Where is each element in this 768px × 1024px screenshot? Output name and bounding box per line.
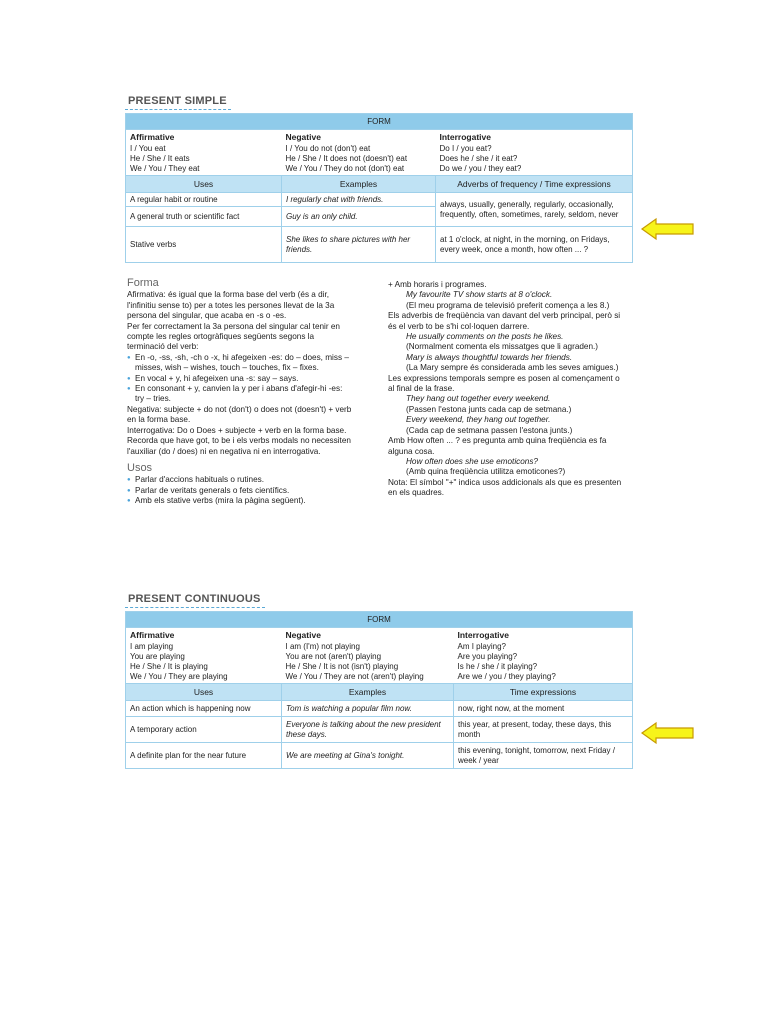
regles-text: Per fer correctament la 3a persona del singular cal tenir en compte les regles ortogràfiques següents segons la terminació del verb:: [127, 321, 340, 352]
adverbs-header: Adverbs of frequency / Time expressions: [436, 176, 633, 193]
usos-title: Usos: [127, 461, 153, 474]
arrow-left-icon: [640, 721, 696, 745]
form-header: FORM: [126, 612, 633, 628]
uses-header: Uses: [126, 176, 282, 193]
time-expressions-cell: at 1 o'clock, at night, in the morning, on Fridays, every week, once a month, how often ... ?: [436, 227, 633, 263]
forma-column: [127, 278, 352, 507]
example-line: How often does she use emoticons?: [406, 456, 538, 466]
present-continuous-title: PRESENT CONTINUOUS: [128, 593, 261, 605]
affirmative-cell: Affirmative I / You eat He / She / It eats We / You / They eat: [126, 130, 282, 176]
forma-title: Forma: [127, 277, 159, 289]
note-line: + Amb horaris i programes.: [388, 280, 487, 289]
note-line: Les expressions temporals sempre es posen al començament o al final de la frase.: [388, 373, 620, 394]
recorda-text: Recorda que have got, to be i els verbs modals no necessiten l'auxiliar (do / does) ni en negativa ni en interrogativa.: [127, 436, 351, 456]
usage-notes-column: [388, 280, 628, 499]
afirmativa-text: Afirmativa: és igual que la forma base del verb (és a dir, l'infinitiu sense to) per a totes les persones llevat de la 3a persona del singular, que acaba en -s o -es.: [127, 290, 335, 321]
affirmative-cell: Affirmative I am playing You are playing He / She / It is playing We / You / They are playing: [126, 628, 282, 684]
example-line: He usually comments on the posts he likes.: [406, 332, 564, 342]
translation-line: (La Mary sempre és considerada amb les seves amigues.): [406, 363, 619, 373]
use-cell: An action which is happening now: [126, 701, 282, 717]
form-row: [126, 130, 633, 176]
bullet-item: ● En -o, -ss, -sh, -ch o -x, hi afegeixen -es: do – does, miss – misses, wish – wishes, touch – touches, fix – fixes.: [127, 353, 352, 374]
example-line: Every weekend, they hang out together.: [406, 415, 551, 425]
use-cell: A definite plan for the near future: [126, 743, 282, 769]
present-continuous-table: [125, 611, 633, 769]
example-line: They hang out together every weekend.: [406, 394, 551, 404]
interrogative-cell: Interrogative Do I / you eat? Does he / she / it eat? Do we / you / they eat?: [436, 130, 633, 176]
example-cell: We are meeting at Gina's tonight.: [282, 743, 454, 769]
example-line: My favourite TV show starts at 8 o'clock.: [406, 290, 553, 300]
form-row: [126, 628, 633, 684]
example-cell: Guy is an only child.: [282, 207, 436, 227]
arrow-left-icon: [640, 217, 696, 241]
translation-line: (El meu programa de televisió preferit comença a les 8.): [406, 300, 610, 310]
nota-line: Nota: El símbol "+" indica usos addicionals als que es presenten en els quadres.: [388, 477, 622, 498]
negative-cell: Negative I am (I'm) not playing You are not (aren't) playing He / She / It is not (isn't) playing We / You / They are not (aren't) playing: [282, 628, 454, 684]
use-cell: A regular habit or routine: [126, 193, 282, 207]
bullet-item: ● En vocal + y, hi afegeixen una -s: say – says.: [127, 374, 352, 384]
use-cell: Stative verbs: [126, 227, 282, 263]
note-line: Amb How often ... ? es pregunta amb quina freqüència es fa alguna cosa.: [388, 436, 607, 456]
negative-cell: Negative I / You do not (don't) eat He / She / It does not (doesn't) eat We / You / They do not (don't) eat: [282, 130, 436, 176]
time-cell: now, right now, at the moment: [454, 701, 633, 717]
interrogative-cell: Interrogative Am I playing? Are you playing? Is he / she / it playing? Are we / you / they playing?: [454, 628, 633, 684]
use-cell: A general truth or scientific fact: [126, 207, 282, 227]
time-cell: this year, at present, today, these days, this month: [454, 717, 633, 743]
example-cell: I regularly chat with friends.: [282, 193, 436, 207]
usos-item: ● Parlar de veritats generals o fets científics.: [127, 486, 352, 496]
example-cell: Everyone is talking about the new president these days.: [282, 717, 454, 743]
examples-header: Examples: [282, 684, 454, 701]
negativa-text: Negativa: subjecte + do not (don't) o does not (doesn't) + verb en la forma base.: [127, 404, 352, 425]
translation-line: (Cada cap de setmana passen l'estona junts.): [406, 425, 573, 435]
translation-line: (Amb quina freqüència utilitza emoticones?): [406, 467, 566, 477]
usos-item: ● Amb els stative verbs (mira la pàgina següent).: [127, 496, 352, 506]
time-cell: this evening, tonight, tomorrow, next Friday / week / year: [454, 743, 633, 769]
usos-item: ● Parlar d'accions habituals o rutines.: [127, 475, 352, 485]
translation-line: (Normalment comenta els missatges que li agraden.): [406, 342, 599, 352]
examples-header: Examples: [282, 176, 436, 193]
interrogativa-text: Interrogativa: Do o Does + subjecte + verb en la forma base.: [127, 425, 347, 435]
form-header: FORM: [126, 114, 633, 130]
note-line: Els adverbis de freqüència van davant del verb principal, però si és el verb to be s'hi col·loquen darrere.: [388, 311, 621, 331]
present-simple-title: PRESENT SIMPLE: [128, 95, 227, 107]
use-cell: A temporary action: [126, 717, 282, 743]
adverbs-cell: always, usually, generally, regularly, occasionally, frequently, often, sometimes, rarely, seldom, never: [436, 193, 633, 227]
example-cell: She likes to share pictures with her friends.: [282, 227, 436, 263]
translation-line: (Passen l'estona junts cada cap de setmana.): [406, 404, 572, 414]
example-cell: Tom is watching a popular film now.: [282, 701, 454, 717]
uses-header: Uses: [126, 684, 282, 701]
example-line: Mary is always thoughtful towards her friends.: [406, 352, 573, 362]
present-simple-table: [125, 113, 633, 263]
time-header: Time expressions: [454, 684, 633, 701]
bullet-item: ● En consonant + y, canvien la y per i abans d'afegir-hi -es: try – tries.: [127, 384, 352, 405]
